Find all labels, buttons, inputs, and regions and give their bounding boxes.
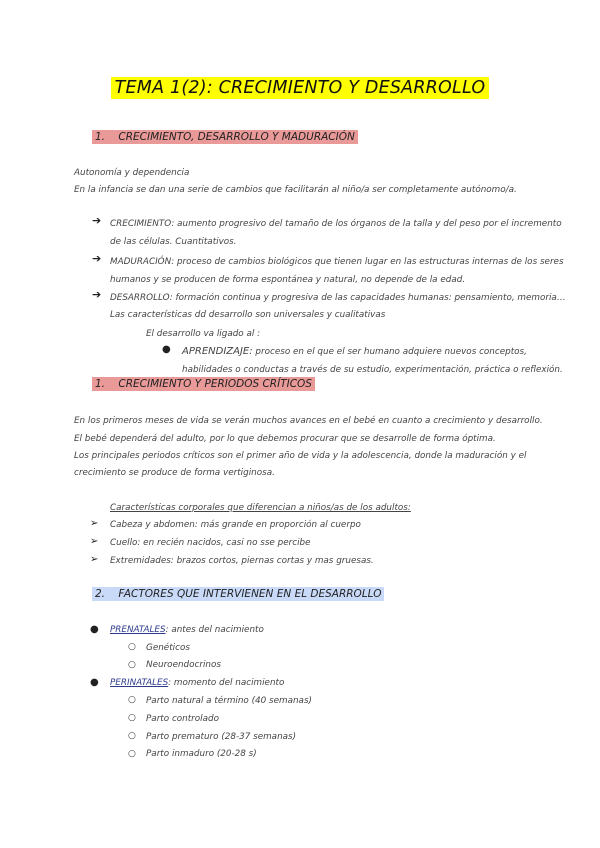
circle-bullet-icon: ○	[128, 642, 136, 652]
section-1-heading: 1. CRECIMIENTO, DESARROLLO Y MADURACIÓN	[92, 131, 358, 143]
perinatal-subitem: Parto inmaduro (20-28 s)	[146, 749, 257, 759]
intro-text: En la infancia se dan una serie de cambios que facilitarán al niño/a ser completamente autónomo/a.	[74, 185, 517, 195]
crecimiento-item-cont: de las células. Cuantitativos.	[110, 237, 237, 247]
maduracion-item: MADURACIÓN: proceso de cambios biológicos que tienen lugar en las estructuras internas de los seres	[110, 257, 564, 267]
circle-bullet-icon: ○	[128, 713, 136, 723]
page-title: TEMA 1(2): CRECIMIENTO Y DESARROLLO	[0, 78, 600, 98]
desarrollo-item-cont: Las características dd desarrollo son universales y cualitativas	[110, 310, 386, 320]
features-title: Características corporales que diferencian a niños/as de los adultos:	[110, 503, 411, 513]
aprendizaje-item: APRENDIZAJE: proceso en el que el ser humano adquiere nuevos conceptos,	[182, 346, 527, 357]
bullet-icon: ●	[162, 344, 171, 355]
circle-bullet-icon: ○	[128, 660, 136, 670]
desarrollo-item: DESARROLLO: formación continua y progresiva de las capacidades humanas: pensamiento, memoria…	[110, 293, 566, 303]
aprendizaje-item-cont: habilidades o conductas a través de su estudio, experimentación, práctica o reflexión.	[182, 365, 563, 375]
linked-text: El desarrollo va ligado al :	[146, 329, 261, 339]
prenatales-item: PRENATALES: antes del nacimiento	[110, 625, 264, 635]
circle-bullet-icon: ○	[128, 749, 136, 759]
bullet-icon: ●	[90, 677, 99, 688]
perinatal-subitem: Parto controlado	[146, 714, 219, 724]
section-3-heading: 2. FACTORES QUE INTERVIENEN EN EL DESARROLLO	[92, 588, 384, 600]
perinatales-item: PERINATALES: momento del nacimiento	[110, 678, 285, 688]
arrow-icon: ➔	[92, 252, 102, 265]
section-2-line-4: crecimiento se produce de forma vertiginosa.	[74, 468, 275, 478]
prenatal-subitem: Neuroendocrinos	[146, 660, 221, 670]
perinatal-subitem: Parto natural a término (40 semanas)	[146, 696, 312, 706]
triangle-bullet-icon: ➢	[90, 518, 99, 529]
triangle-bullet-icon: ➢	[90, 536, 99, 547]
circle-bullet-icon: ○	[128, 695, 136, 705]
section-2-line-3: Los principales periodos críticos son el primer año de vida y la adolescencia, donde la maduración y el	[74, 451, 527, 461]
feature-item: Extremidades: brazos cortos, piernas cortas y mas gruesas.	[110, 556, 374, 566]
circle-bullet-icon: ○	[128, 731, 136, 741]
perinatal-subitem: Parto prematuro (28-37 semanas)	[146, 732, 297, 742]
maduracion-item-cont: humanos y se producen de forma espontánea y natural, no depende de la edad.	[110, 275, 466, 285]
section-2-heading: 1. CRECIMIENTO Y PERIODOS CRÍTICOS	[92, 378, 315, 390]
intro-autonomy: Autonomía y dependencia	[74, 168, 190, 178]
triangle-bullet-icon: ➢	[90, 554, 99, 565]
crecimiento-item: CRECIMIENTO: aumento progresivo del tamaño de los órganos de la talla y del peso por el incremento	[110, 219, 562, 229]
prenatal-subitem: Genéticos	[146, 643, 190, 653]
arrow-icon: ➔	[92, 214, 102, 227]
feature-item: Cabeza y abdomen: más grande en proporción al cuerpo	[110, 520, 361, 530]
section-2-line-1: En los primeros meses de vida se verán muchos avances en el bebé en cuanto a crecimiento y desarrollo.	[74, 416, 543, 426]
arrow-icon: ➔	[92, 288, 102, 301]
bullet-icon: ●	[90, 624, 99, 635]
section-2-line-2: El bebé dependerá del adulto, por lo que debemos procurar que se desarrolle de forma óptima.	[74, 434, 496, 444]
feature-item: Cuello: en recién nacidos, casi no sse percibe	[110, 538, 311, 548]
